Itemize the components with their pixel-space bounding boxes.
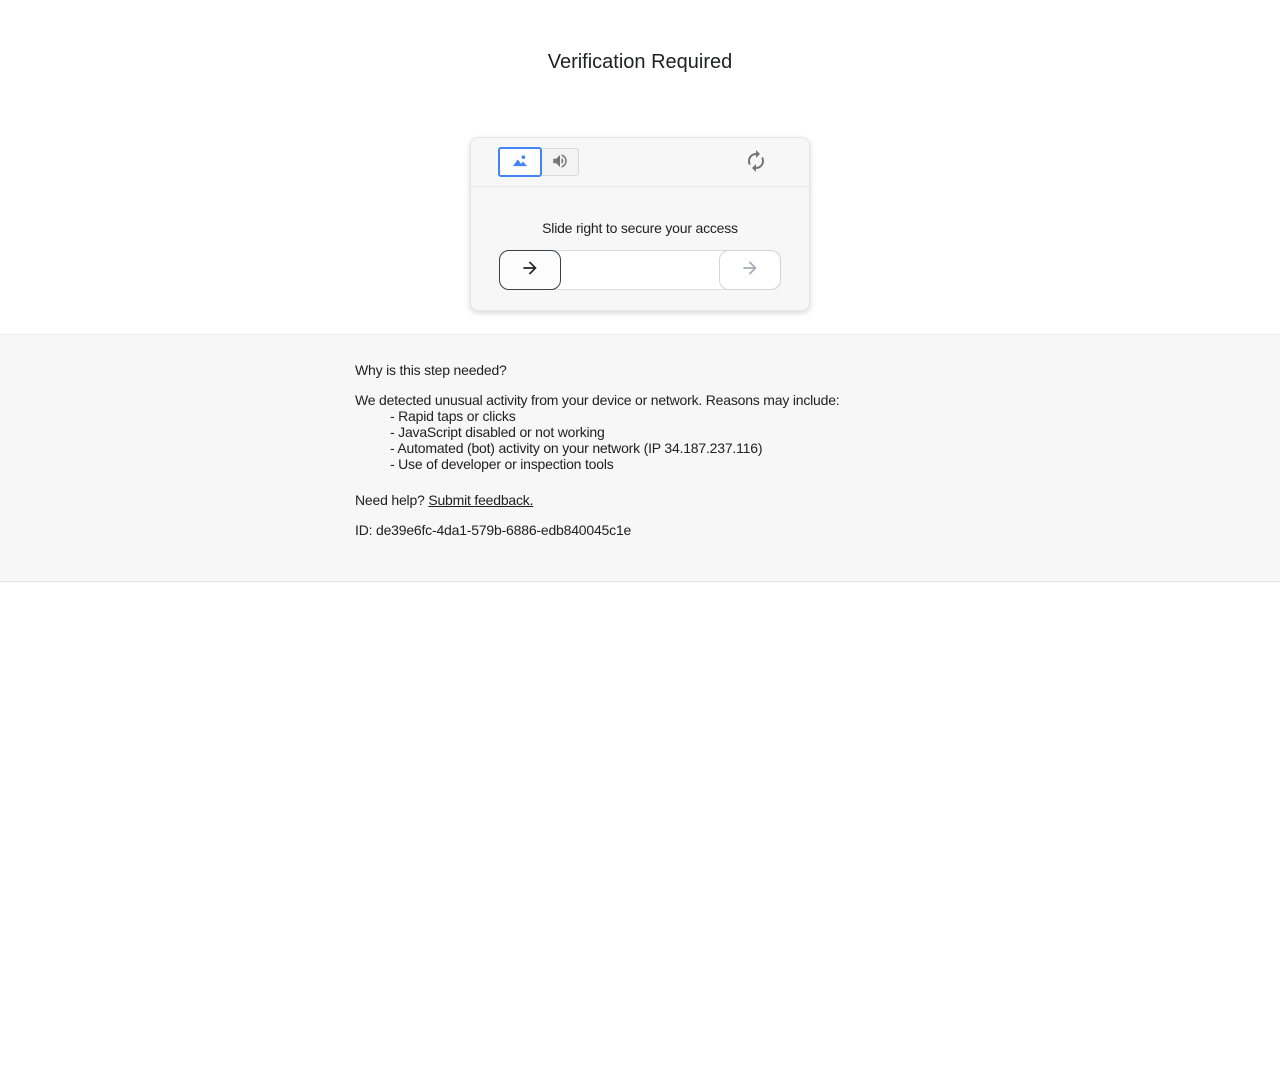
- reason-item: - JavaScript disabled or not working: [390, 424, 605, 440]
- page-title: Verification Required: [547, 51, 733, 73]
- slider-target: [719, 250, 781, 290]
- help-line: [355, 492, 925, 508]
- reason-item: - Rapid taps or clicks: [390, 408, 516, 424]
- submit-feedback-link[interactable]: Submit feedback.: [428, 492, 534, 508]
- slider-instruction: Slide right to secure your access: [542, 220, 738, 236]
- verification-id: ID: de39e6fc-4da1-579b-6886-edb840045c1e: [355, 522, 632, 538]
- refresh-icon: [744, 149, 768, 176]
- info-intro: We detected unusual activity from your device or network. Reasons may include:: [355, 392, 840, 408]
- captcha-toolbar: [471, 138, 809, 187]
- arrow-forward-icon: [520, 258, 540, 283]
- info-heading: Why is this step needed?: [355, 362, 507, 378]
- captcha-mode-toggle: [498, 147, 579, 177]
- audio-challenge-button[interactable]: [542, 148, 579, 176]
- reason-item: - Automated (bot) activity on your network (IP 34.187.237.116): [390, 440, 763, 456]
- help-prefix: Need help?: [355, 492, 425, 508]
- volume-icon: [551, 152, 569, 173]
- arrow-forward-icon: [740, 258, 760, 283]
- captcha-body: [471, 187, 809, 310]
- info-content: [355, 335, 925, 581]
- reason-item: - Use of developer or inspection tools: [390, 456, 614, 472]
- slider-handle[interactable]: [499, 250, 561, 290]
- captcha-widget: [470, 137, 810, 311]
- info-band: [0, 334, 1280, 582]
- image-icon: [509, 150, 531, 175]
- visual-challenge-button[interactable]: [498, 147, 542, 177]
- slider-captcha: [499, 250, 781, 290]
- refresh-challenge-button[interactable]: [743, 149, 769, 175]
